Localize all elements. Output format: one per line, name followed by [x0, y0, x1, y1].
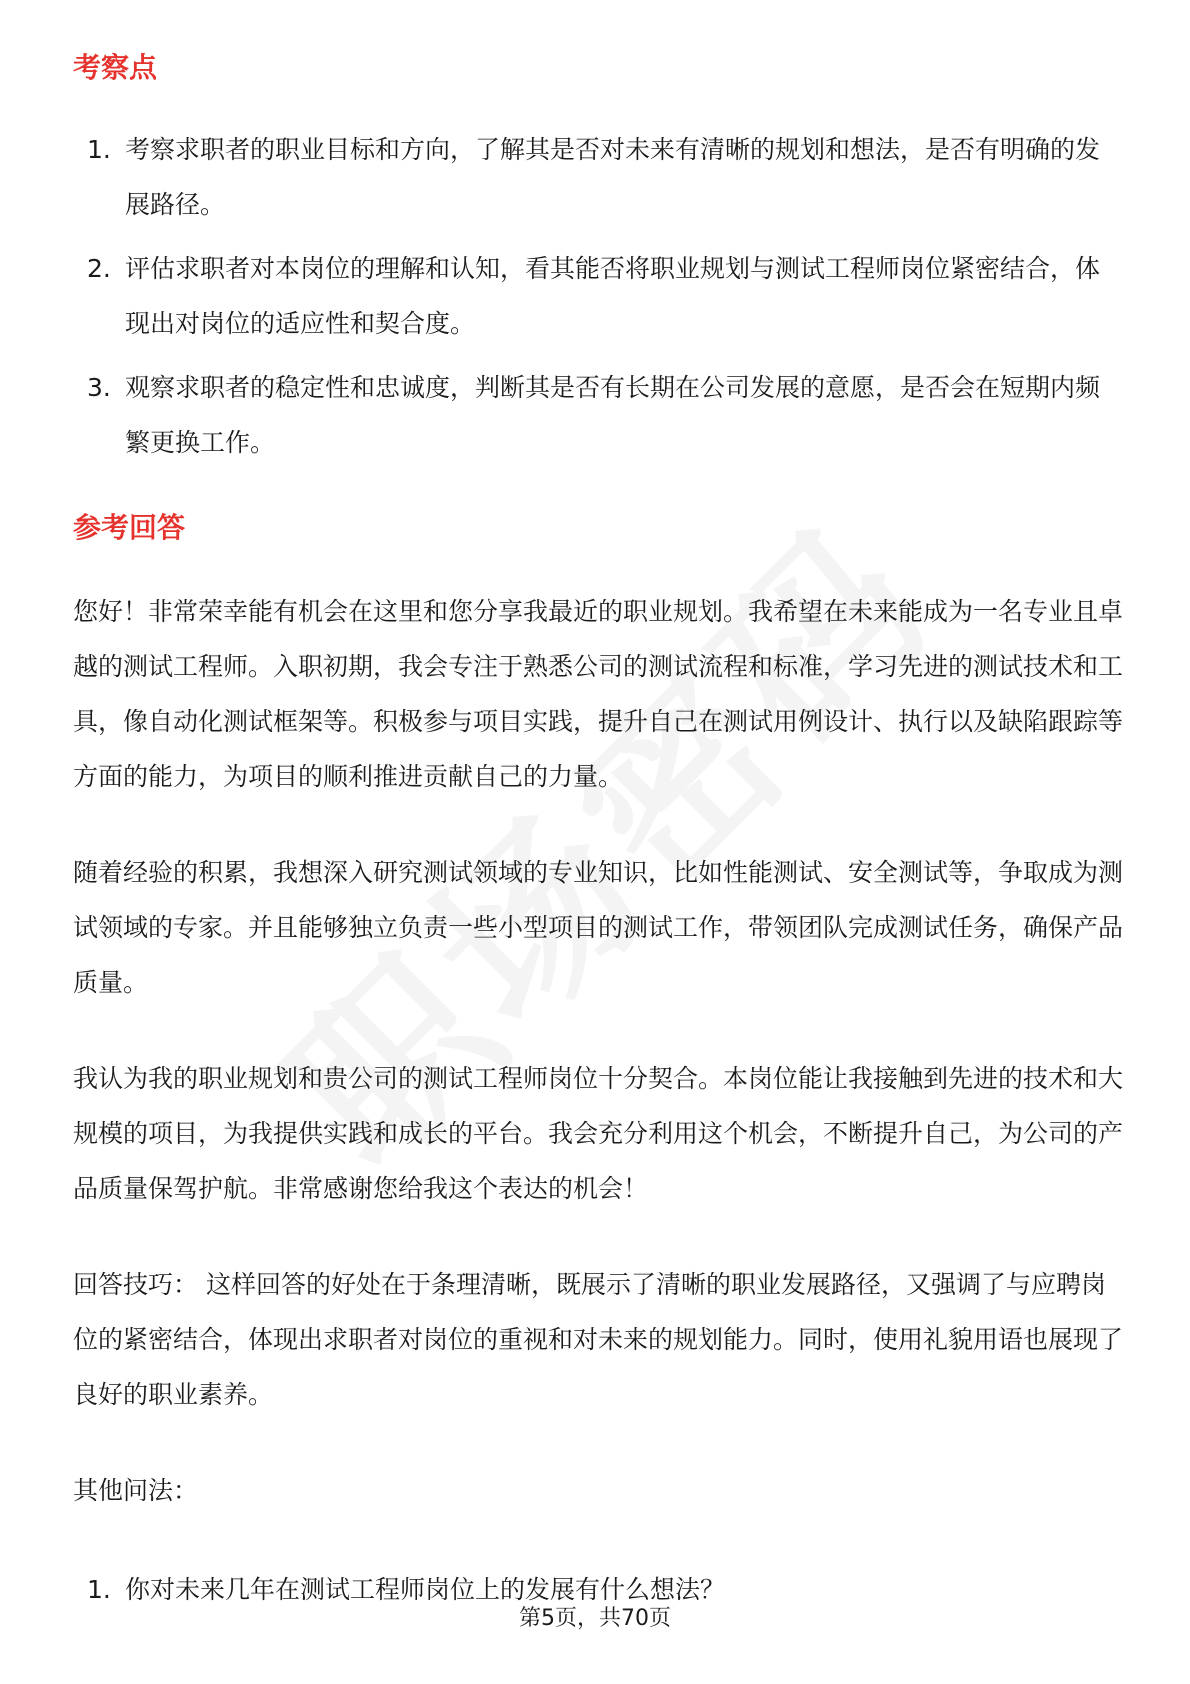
list-item-number: 3.	[87, 373, 111, 402]
section-heading-points: 考察点	[73, 51, 158, 84]
section-heading-answer: 参考回答	[73, 511, 186, 544]
list-item-text: 观察求职者的稳定性和忠诚度，判断其是否有长期在公司发展的意愿，是否会在短期内频繁更换工作。	[125, 373, 1101, 457]
document-page	[73, 48, 1123, 1617]
answer-paragraph: 随着经验的积累，我想深入研究测试领域的专业知识，比如性能测试、安全测试等，争取成为测试领域的专家。并且能够独立负责一些小型项目的测试工作，带领团队完成测试任务，确保产品质量。	[73, 858, 1124, 997]
list-item-text: 考察求职者的职业目标和方向，了解其是否对未来有清晰的规划和想法，是否有明确的发展路径。	[125, 135, 1101, 219]
page-number-footer: 第5页，共70页	[519, 1606, 671, 1631]
list-item	[73, 122, 1123, 232]
list-item-number: 1.	[87, 135, 111, 164]
list-item	[73, 360, 1123, 470]
list-item-number: 1.	[87, 1575, 111, 1604]
answer-paragraph: 您好！非常荣幸能有机会在这里和您分享我最近的职业规划。我希望在未来能成为一名专业且卓越的测试工程师。入职初期，我会专注于熟悉公司的测试流程和标准，学习先进的测试技术和工具，像自动化测试框架等。积极参与项目实践，提升自己在测试用例设计、执行以及缺陷跟踪等方面的能力，为项目的顺利推进贡献自己的力量。	[73, 597, 1124, 791]
list-item-text: 你对未来几年在测试工程师岗位上的发展有什么想法？	[125, 1575, 726, 1604]
list-item-text: 评估求职者对本岗位的理解和认知，看其能否将职业规划与测试工程师岗位紧密结合，体现出对岗位的适应性和契合度。	[125, 254, 1101, 338]
list-item-number: 2.	[87, 254, 111, 283]
answer-tips-paragraph: 回答技巧： 这样回答的好处在于条理清晰，既展示了清晰的职业发展路径，又强调了与应聘岗位的紧密结合，体现出求职者对岗位的重视和对未来的规划能力。同时，使用礼貌用语也展现了良好的职业素养。	[73, 1270, 1124, 1409]
points-list	[73, 122, 1123, 470]
list-item	[73, 241, 1123, 351]
other-questions-label: 其他问法：	[73, 1476, 199, 1505]
answer-paragraph: 我认为我的职业规划和贵公司的测试工程师岗位十分契合。本岗位能让我接触到先进的技术和大规模的项目，为我提供实践和成长的平台。我会充分利用这个机会，不断提升自己，为公司的产品质量保驾护航。非常感谢您给我这个表达的机会！	[73, 1064, 1124, 1203]
